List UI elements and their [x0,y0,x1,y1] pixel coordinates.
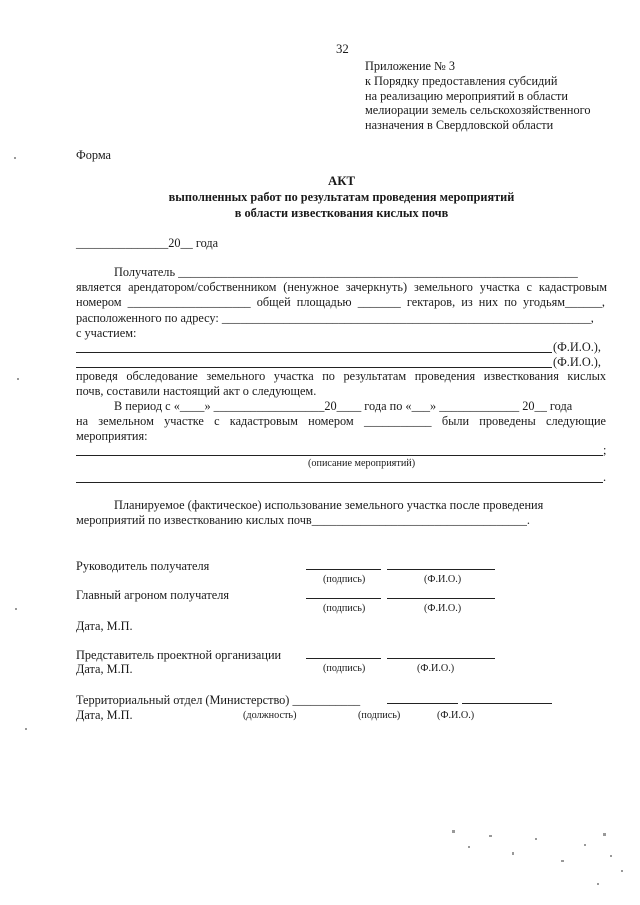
title-line: в области известкования кислых почв [234,206,449,220]
page-number: 32 [336,42,349,56]
scan-speck [512,852,514,855]
appendix-line: назначения в Свердловской области [365,118,554,132]
body-line: является арендатором/собственником (ненужное зачеркнуть) земельного участка с кадастровым [76,280,607,294]
fio-caption: (Ф.И.О.) [417,663,455,674]
scan-speck [610,855,612,857]
body-line: почв, составили настоящий акт о следующем. [76,384,317,398]
fio-caption: (Ф.И.О.) [437,710,475,721]
scan-speck [25,728,27,730]
scan-speck [603,833,606,836]
fio-line [462,703,552,704]
fio-caption: (Ф.И.О.) [424,574,462,585]
position-caption: (должность) [243,710,297,721]
form-label: Форма [76,148,111,162]
scan-speck [561,860,564,862]
date-mp-label: Дата, М.П. [76,662,133,676]
body-line: на земельном участке с кадастровым номером ___________ были проведены следующие [76,414,606,428]
project-rep-label: Представитель проектной организации [76,648,282,662]
agronomist-label: Главный агроном получателя [76,588,230,602]
signature-line [306,569,381,570]
body-line: проведя обследование земельного участка по результатам проведения известкования кислых [76,369,606,383]
signature-line [306,658,381,659]
scan-speck [14,157,16,159]
scan-speck [535,838,537,840]
title-line: АКТ [327,174,356,188]
scan-speck [17,378,19,380]
period-mark: . [603,470,607,484]
fio-line [387,598,495,599]
participation-label: с участием: [76,326,137,340]
sign-caption: (подпись) [323,603,366,614]
scan-speck [468,846,470,848]
sign-caption: (подпись) [323,663,366,674]
appendix-line: Приложение № 3 [365,59,456,73]
recipient-line: Получатель _________________________________________________________________ [114,265,578,279]
scan-speck [584,844,586,846]
body-line: мероприятия: [76,429,148,443]
date-line: _______________20__ года [76,236,219,250]
fio-line [387,658,495,659]
scan-speck [621,870,623,872]
scan-speck [489,835,492,837]
fio-caption: (Ф.И.О.), [553,355,601,369]
signature-line [306,598,381,599]
body-line: номером ____________________ общей площадью _______ гектаров, из них по угодьям______, [76,295,605,309]
appendix-line: на реализацию мероприятий в области [365,89,568,103]
scan-speck [597,883,599,885]
fio-caption: (Ф.И.О.) [424,603,462,614]
title-line: выполненных работ по результатам проведения мероприятий [168,190,515,204]
description-caption: (описание мероприятий) [308,458,416,469]
fio-line [387,569,495,570]
scan-speck [452,830,455,833]
sign-caption: (подпись) [358,710,401,721]
fill-line [76,352,552,353]
fio-caption: (Ф.И.О.), [553,340,601,354]
fill-line [76,455,603,456]
head-label: Руководитель получателя [76,559,210,573]
appendix-line: мелиорации земель сельскохозяйственного [365,103,591,117]
sign-caption: (подпись) [323,574,366,585]
address-line: расположенного по адресу: ____________________________________________________________, [76,311,594,325]
body-line: мероприятий по известкованию кислых почв___________________________________. [76,513,531,527]
signature-line [387,703,458,704]
body-line: Планируемое (фактическое) использование земельного участка после проведения [114,498,544,512]
scan-speck [15,608,17,610]
date-mp-label: Дата, М.П. [76,708,133,722]
fill-line [76,482,603,483]
territorial-label: Территориальный отдел (Министерство) ___________ [76,693,361,707]
fill-line [76,367,552,368]
period-line: В период с «____» __________________20____ года по «___» _____________ 20__ года [114,399,573,413]
semicolon: ; [603,443,607,457]
appendix-line: к Порядку предоставления субсидий [365,74,558,88]
date-mp-label: Дата, М.П. [76,619,133,633]
